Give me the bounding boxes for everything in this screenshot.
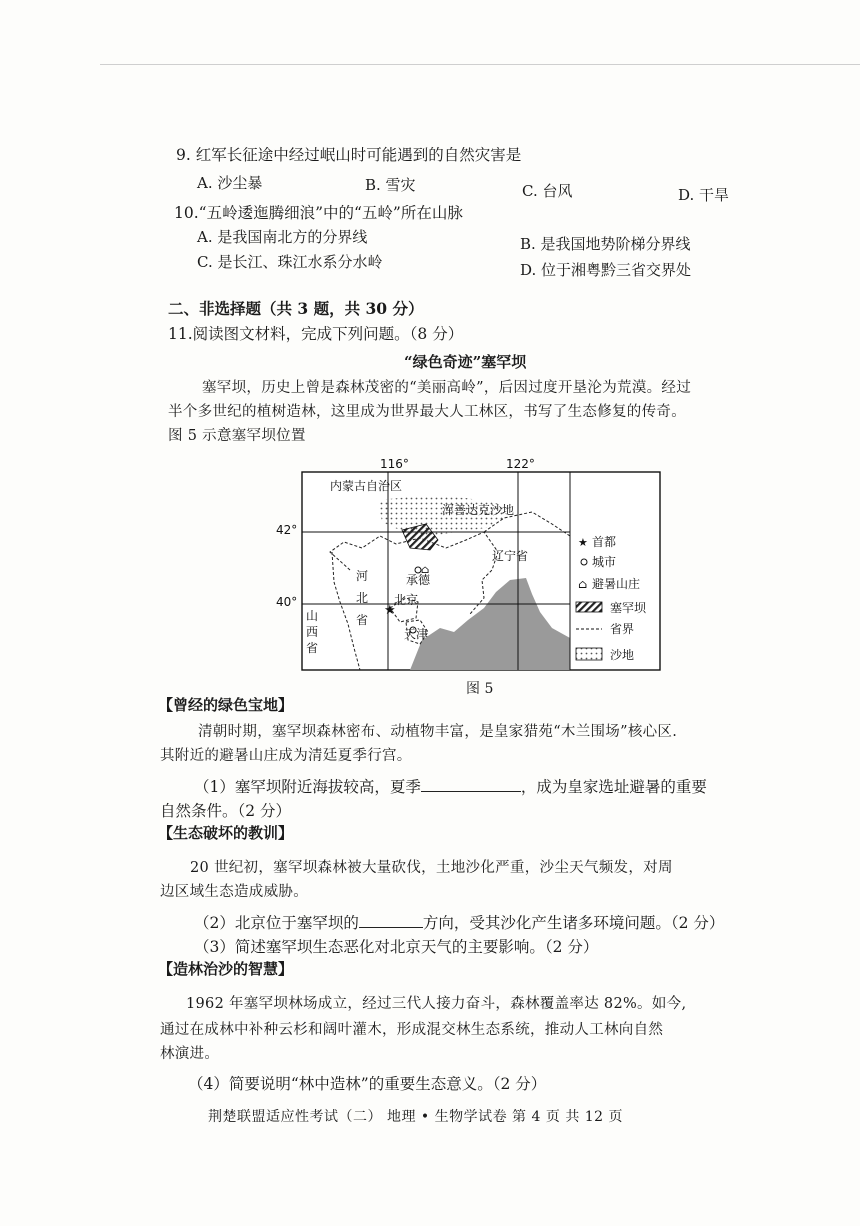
part2-heading: 【生态破坏的教训】 [158, 824, 294, 842]
legend-border: 省界 [610, 622, 635, 636]
label-hebei-2: 北 [356, 591, 369, 605]
q1-answer-blank[interactable] [421, 777, 521, 792]
legend-sahanba: 塞罕坝 [610, 601, 647, 615]
label-beijing: 北京 [394, 593, 419, 607]
label-shanxi-2: 西 [306, 625, 319, 639]
label-hebei-3: 省 [356, 613, 369, 627]
part1-text-line2: 其附近的避暑山庄成为清廷夏季行宫。 [160, 748, 412, 764]
q10-stem: 10.“五岭逶迤腾细浪”中的“五岭”所在山脉 [174, 204, 463, 222]
q11-intro-line1: 塞罕坝，历史上曾是森林茂密的“美丽高岭”，后因过度开垦沦为荒漠。经过 [202, 380, 692, 396]
label-tianjin: 天津 [404, 627, 429, 641]
part2-text-line2: 边区域生态造成威胁。 [160, 884, 308, 900]
label-neimenggu: 内蒙古自治区 [330, 479, 403, 493]
beijing-star-icon: ★ [384, 603, 396, 618]
q4-line: （4）简要说明“林中造林”的重要生态意义。（2 分） [188, 1075, 547, 1093]
part3-text-line1: 1962 年塞罕坝林场成立，经过三代人接力奋斗，森林覆盖率达 82%。如今, [186, 996, 687, 1012]
section-heading: 二、非选择题（共 3 题，共 30 分） [168, 299, 424, 318]
legend-resort: 避暑山庄 [592, 577, 641, 591]
legend-sand: 沙地 [610, 648, 635, 662]
q3-line: （3）简述塞罕坝生态恶化对北京天气的主要影响。（2 分） [194, 938, 599, 956]
q10-option-c[interactable]: C. 是长江、珠江水系分水岭 [197, 253, 383, 271]
part1-text-line1: 清朝时期，塞罕坝森林密布、动植物丰富，是皇家猎苑“木兰围场”核心区. [198, 724, 678, 740]
q9-option-a[interactable]: A. 沙尘暴 [197, 174, 263, 192]
legend-star-icon: ★ [578, 536, 588, 549]
q11-title: “绿色奇迹”塞罕坝 [404, 353, 527, 371]
label-hunshandake: 浑善达克沙地 [442, 503, 515, 517]
legend-resort-icon: ⌂ [578, 577, 588, 591]
lat-42-label: 42° [276, 523, 298, 537]
legend-sahanba-swatch [576, 602, 602, 612]
q9-option-b[interactable]: B. 雪灾 [365, 176, 416, 194]
q1-line1 [194, 775, 707, 797]
part3-text-line3: 林演进。 [160, 1046, 220, 1062]
lon-116-label: 116° [380, 457, 409, 471]
q9-stem: 9. 红军长征途中经过岷山时可能遇到的自然灾害是 [176, 146, 522, 164]
q9-option-c[interactable]: C. 台风 [522, 182, 573, 200]
part3-text-line2: 通过在成林中补种云杉和阔叶灌木，形成混交林生态系统，推动人工林向自然 [160, 1022, 664, 1038]
lat-40-label: 40° [276, 595, 298, 609]
scan-top-line [100, 64, 860, 65]
q2-text-b: 方向，受其沙化产生诸多环境问题。（2 分） [422, 914, 725, 932]
q1-line2: 自然条件。（2 分） [160, 802, 292, 820]
figure-caption: 图 5 [466, 681, 494, 697]
q11-intro-line2: 半个多世纪的植树造林，这里成为世界最大人工林区，书写了生态修复的传奇。 [168, 404, 686, 420]
label-hebei-1: 河 [356, 569, 369, 583]
q2-text-a: （2）北京位于塞罕坝的 [194, 914, 359, 932]
q2-line [194, 911, 724, 933]
lon-122-label: 122° [506, 457, 535, 471]
part1-heading: 【曾经的绿色宝地】 [158, 696, 294, 714]
resort-icon: ⌂ [421, 563, 430, 576]
page-footer: 荆楚联盟适应性考试（二） 地理 • 生物学试卷 第 4 页 共 12 页 [208, 1109, 624, 1125]
q1-text-a: （1）塞罕坝附近海拔较高，夏季 [194, 778, 421, 796]
legend-city-icon [581, 559, 587, 565]
part2-text-line1: 20 世纪初，塞罕坝森林被大量砍伐，土地沙化严重，沙尘天气频发，对周 [190, 860, 673, 876]
q2-answer-blank[interactable] [359, 913, 423, 928]
q10-option-a[interactable]: A. 是我国南北方的分界线 [197, 228, 368, 246]
q1-text-b: ，成为皇家选址避暑的重要 [520, 778, 707, 796]
part3-heading: 【造林治沙的智慧】 [158, 960, 294, 978]
q10-option-b[interactable]: B. 是我国地势阶梯分界线 [520, 235, 691, 253]
q11-stem: 11.阅读图文材料，完成下列问题。（8 分） [168, 325, 464, 343]
legend-sand-swatch [576, 648, 602, 660]
q9-option-d[interactable]: D. 干旱 [678, 186, 730, 204]
label-shanxi-3: 省 [306, 641, 319, 655]
legend-city: 城市 [592, 555, 617, 569]
label-shanxi-1: 山 [306, 609, 319, 623]
sahanba-location-map [270, 452, 670, 677]
q10-option-d[interactable]: D. 位于湘粤黔三省交界处 [520, 261, 692, 279]
q11-intro-line3: 图 5 示意塞罕坝位置 [168, 428, 306, 444]
label-chengde: 承德 [406, 573, 431, 587]
label-liaoning: 辽宁省 [492, 549, 529, 563]
legend-capital: 首都 [592, 535, 617, 549]
